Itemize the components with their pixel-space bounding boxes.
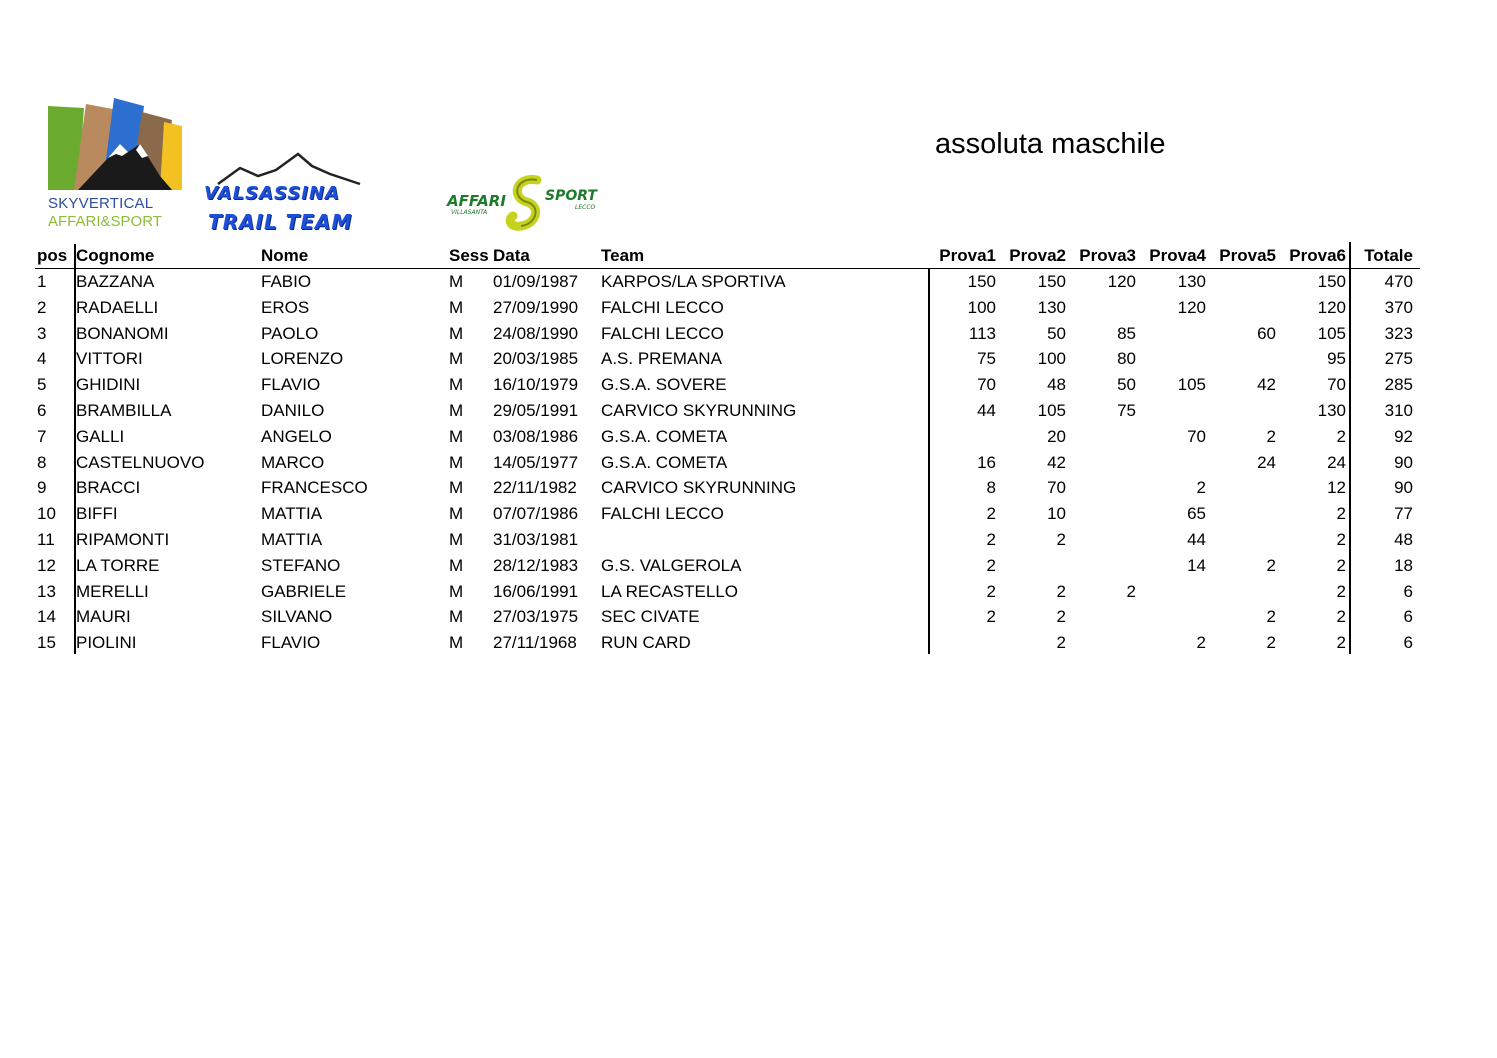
cell-p2: 48 <box>1047 375 1066 395</box>
cell-p3: 120 <box>1107 272 1136 291</box>
table-row <box>35 630 1420 656</box>
cell-p1: 2 <box>986 504 996 524</box>
cell-team: G.S.A. COMETA <box>601 452 728 472</box>
cell-nome: EROS <box>261 297 310 317</box>
cell-totale: 470 <box>1384 272 1413 291</box>
table-row <box>35 579 1420 605</box>
cell-p1: 2 <box>986 607 996 627</box>
cell-cognome: PIOLINI <box>76 633 137 653</box>
table-row <box>35 475 1420 501</box>
cell-p2: 2 <box>1056 607 1066 627</box>
villasanta-logo-text: VILLASANTA <box>451 209 488 216</box>
cell-pos: 14 <box>37 607 56 627</box>
cell-p4: 44 <box>1187 529 1206 549</box>
cell-p4: 120 <box>1177 297 1206 317</box>
table-row <box>35 321 1420 347</box>
valsassina-trail-team-logo <box>200 150 375 240</box>
table-row <box>35 553 1420 579</box>
cell-p1: 113 <box>968 323 996 343</box>
cell-nome: PAOLO <box>261 323 319 343</box>
cell-p1: 100 <box>967 297 996 317</box>
cell-data: 03/08/1986 <box>493 426 579 446</box>
cell-pos: 5 <box>37 375 47 395</box>
cell-nome: FABIO <box>261 272 312 291</box>
cell-p5: 2 <box>1266 633 1276 653</box>
cell-sess: M <box>449 504 464 524</box>
cell-p6: 105 <box>1317 323 1346 343</box>
cell-team: LA RECASTELLO <box>601 581 739 601</box>
cell-p6: 95 <box>1327 349 1346 369</box>
cell-cognome: MERELLI <box>76 581 149 601</box>
cell-sess: M <box>449 400 464 420</box>
cell-p3: 85 <box>1117 323 1136 343</box>
header-prova2: Prova2 <box>1009 246 1066 265</box>
cell-p2: 105 <box>1037 400 1066 420</box>
table-row <box>35 346 1420 372</box>
cell-pos: 3 <box>37 323 47 343</box>
affari-sport-logo <box>445 174 617 234</box>
cell-team: FALCHI LECCO <box>601 297 724 317</box>
table-row <box>35 424 1420 450</box>
cell-team: FALCHI LECCO <box>601 504 724 524</box>
header-prova6: Prova6 <box>1289 246 1346 265</box>
header-team: Team <box>601 246 645 265</box>
cell-cognome: RADAELLI <box>76 297 159 317</box>
results-table <box>35 244 1420 656</box>
cell-sess: M <box>449 607 464 627</box>
cell-sess: M <box>449 323 464 343</box>
cell-data: 16/10/1979 <box>493 375 579 395</box>
cell-totale: 285 <box>1384 375 1413 395</box>
cell-p6: 2 <box>1336 555 1346 575</box>
cell-cognome: MAURI <box>76 607 131 627</box>
table-row <box>35 398 1420 424</box>
cell-p6: 2 <box>1336 581 1346 601</box>
cell-pos: 15 <box>37 633 56 653</box>
cell-sess: M <box>449 272 464 291</box>
header-prova1: Prova1 <box>939 246 996 265</box>
trail-team-text: TRAIL TEAM <box>208 210 353 234</box>
cell-p2: 2 <box>1056 529 1066 549</box>
cell-p1: 2 <box>986 555 996 575</box>
cell-p1: 70 <box>977 375 996 395</box>
cell-p3: 75 <box>1117 400 1136 420</box>
cell-p6: 130 <box>1317 400 1346 420</box>
cell-nome: LORENZO <box>261 349 344 369</box>
cell-p2: 100 <box>1037 349 1066 369</box>
cell-pos: 4 <box>37 349 47 369</box>
header-prova4: Prova4 <box>1149 246 1206 265</box>
cell-nome: MATTIA <box>261 504 323 524</box>
header-nome: Nome <box>261 246 309 265</box>
cell-cognome: VITTORI <box>76 349 143 369</box>
cell-cognome: BAZZANA <box>76 272 155 291</box>
cell-team: CARVICO SKYRUNNING <box>601 400 797 420</box>
cell-team: G.S. VALGEROLA <box>601 555 742 575</box>
cell-p1: 75 <box>977 349 996 369</box>
skyvertical-mountain-graphic <box>48 96 184 196</box>
cell-p6: 2 <box>1336 607 1346 627</box>
cell-pos: 6 <box>37 400 47 420</box>
cell-p5: 42 <box>1257 375 1276 395</box>
cell-data: 01/09/1987 <box>493 272 579 291</box>
cell-data: 16/06/1991 <box>493 581 579 601</box>
cell-nome: STEFANO <box>261 555 341 575</box>
cell-p5: 2 <box>1266 607 1276 627</box>
cell-p6: 2 <box>1336 426 1346 446</box>
cell-totale: 275 <box>1384 349 1413 369</box>
valsassina-text: VALSASSINA <box>204 183 340 204</box>
cell-totale: 323 <box>1384 323 1413 343</box>
affari-logo-text: AFFARI <box>447 192 506 210</box>
cell-p3: 80 <box>1117 349 1136 369</box>
cell-cognome: BONANOMI <box>76 323 169 343</box>
cell-cognome: BRAMBILLA <box>76 400 172 420</box>
cell-pos: 7 <box>37 426 47 446</box>
table-row <box>35 604 1420 630</box>
cell-p6: 2 <box>1336 633 1346 653</box>
cell-p2: 70 <box>1047 478 1066 498</box>
skyvertical-logo <box>44 96 186 236</box>
table-row <box>35 269 1420 295</box>
cell-sess: M <box>449 349 464 369</box>
cell-sess: M <box>449 555 464 575</box>
cell-sess: M <box>449 375 464 395</box>
cell-p1: 150 <box>967 272 996 291</box>
cell-data: 27/09/1990 <box>493 297 579 317</box>
cell-data: 07/07/1986 <box>493 504 579 524</box>
skyvertical-text: SKYVERTICAL <box>48 195 154 212</box>
cell-totale: 18 <box>1394 555 1413 575</box>
cell-sess: M <box>449 452 464 472</box>
cell-p6: 2 <box>1336 504 1346 524</box>
header-cognome: Cognome <box>76 246 155 265</box>
cell-p2: 42 <box>1047 452 1066 472</box>
cell-p2: 150 <box>1037 272 1066 291</box>
cell-p6: 120 <box>1317 297 1346 317</box>
cell-sess: M <box>449 581 464 601</box>
cell-p5: 60 <box>1257 323 1276 343</box>
cell-totale: 370 <box>1384 297 1413 317</box>
cell-nome: FLAVIO <box>261 375 321 395</box>
cell-totale: 6 <box>1403 581 1413 601</box>
cell-p4: 105 <box>1177 375 1206 395</box>
cell-cognome: GALLI <box>76 426 125 446</box>
cell-team: CARVICO SKYRUNNING <box>601 478 797 498</box>
cell-team: A.S. PREMANA <box>601 349 722 369</box>
cell-p2: 10 <box>1047 504 1066 524</box>
cell-sess: M <box>449 426 464 446</box>
cell-p3: 2 <box>1126 581 1136 601</box>
cell-data: 28/12/1983 <box>493 555 579 575</box>
cell-cognome: CASTELNUOVO <box>76 452 205 472</box>
lecco-logo-text: LECCO <box>575 204 596 211</box>
cell-team: FALCHI LECCO <box>601 323 724 343</box>
cell-p5: 24 <box>1257 452 1276 472</box>
cell-p2: 130 <box>1037 297 1066 317</box>
cell-p4: 2 <box>1196 633 1206 653</box>
cell-cognome: LA TORRE <box>76 555 160 575</box>
sport-logo-text: SPORT <box>545 188 597 204</box>
affari-sport-text: AFFARI&SPORT <box>48 213 162 230</box>
cell-team: KARPOS/LA SPORTIVA <box>601 272 786 291</box>
cell-p1: 44 <box>977 400 996 420</box>
cell-data: 29/05/1991 <box>493 400 579 420</box>
cell-data: 27/03/1975 <box>493 607 579 627</box>
table-row <box>35 450 1420 476</box>
cell-p6: 70 <box>1327 375 1346 395</box>
cell-data: 22/11/1982 <box>493 478 577 498</box>
header-totale: Totale <box>1364 246 1413 265</box>
cell-pos: 2 <box>37 297 47 317</box>
cell-team: RUN CARD <box>601 633 691 653</box>
cell-cognome: GHIDINI <box>76 375 141 395</box>
cell-p1: 16 <box>977 452 996 472</box>
table-row <box>35 372 1420 398</box>
cell-sess: M <box>449 529 464 549</box>
cell-team: SEC CIVATE <box>601 607 700 627</box>
cell-nome: MARCO <box>261 452 325 472</box>
cell-team: G.S.A. COMETA <box>601 426 728 446</box>
cell-p4: 130 <box>1177 272 1206 291</box>
table-header-row <box>35 244 1420 269</box>
cell-p6: 24 <box>1327 452 1346 472</box>
cell-p2: 50 <box>1047 323 1066 343</box>
table-row <box>35 527 1420 553</box>
cell-data: 24/08/1990 <box>493 323 579 343</box>
cell-totale: 6 <box>1403 607 1413 627</box>
cell-totale: 90 <box>1394 478 1413 498</box>
cell-p2: 20 <box>1047 426 1066 446</box>
cell-totale: 6 <box>1403 633 1413 653</box>
cell-p2: 2 <box>1056 633 1066 653</box>
cell-p4: 65 <box>1187 504 1206 524</box>
cell-nome: MATTIA <box>261 529 323 549</box>
header-prova3: Prova3 <box>1079 246 1136 265</box>
cell-totale: 310 <box>1384 400 1413 420</box>
cell-totale: 92 <box>1394 426 1413 446</box>
header-pos: pos <box>37 246 68 265</box>
cell-totale: 90 <box>1394 452 1413 472</box>
cell-p4: 70 <box>1187 426 1206 446</box>
cell-pos: 11 <box>37 529 55 549</box>
cell-team: G.S.A. SOVERE <box>601 375 727 395</box>
cell-pos: 8 <box>37 452 47 472</box>
cell-p5: 2 <box>1266 426 1276 446</box>
cell-p6: 12 <box>1327 478 1346 498</box>
table-row <box>35 501 1420 527</box>
cell-sess: M <box>449 633 464 653</box>
cell-pos: 1 <box>37 272 47 291</box>
cell-cognome: RIPAMONTI <box>76 529 170 549</box>
cell-sess: M <box>449 297 464 317</box>
cell-p4: 2 <box>1196 478 1206 498</box>
header-data: Data <box>493 246 530 265</box>
cell-nome: DANILO <box>261 400 325 420</box>
cell-p1: 8 <box>986 478 996 498</box>
cell-p1: 2 <box>986 581 996 601</box>
cell-p5: 2 <box>1266 555 1276 575</box>
cell-cognome: BRACCI <box>76 478 141 498</box>
affari-sport-graphic <box>445 174 617 234</box>
cell-data: 31/03/1981 <box>493 529 579 549</box>
cell-sess: M <box>449 478 464 498</box>
cell-cognome: BIFFI <box>76 504 118 524</box>
cell-pos: 9 <box>37 478 47 498</box>
header-prova5: Prova5 <box>1219 246 1276 265</box>
cell-nome: FLAVIO <box>261 633 321 653</box>
cell-p2: 2 <box>1056 581 1066 601</box>
page-title: assoluta maschile <box>935 128 1166 160</box>
cell-nome: SILVANO <box>261 607 333 627</box>
cell-nome: FRANCESCO <box>261 478 368 498</box>
cell-data: 27/11/1968 <box>493 633 577 653</box>
cell-nome: GABRIELE <box>261 581 347 601</box>
cell-pos: 13 <box>37 581 56 601</box>
cell-data: 14/05/1977 <box>493 452 579 472</box>
table-row <box>35 295 1420 321</box>
cell-nome: ANGELO <box>261 426 332 446</box>
cell-p4: 14 <box>1187 555 1206 575</box>
cell-totale: 77 <box>1394 504 1413 524</box>
header-sess: Sess <box>449 246 489 265</box>
cell-p6: 2 <box>1336 529 1346 549</box>
cell-totale: 48 <box>1394 529 1413 549</box>
cell-p6: 150 <box>1317 272 1346 291</box>
cell-pos: 12 <box>37 555 56 575</box>
cell-p1: 2 <box>986 529 996 549</box>
cell-data: 20/03/1985 <box>493 349 579 369</box>
cell-p3: 50 <box>1117 375 1136 395</box>
cell-pos: 10 <box>37 504 56 524</box>
